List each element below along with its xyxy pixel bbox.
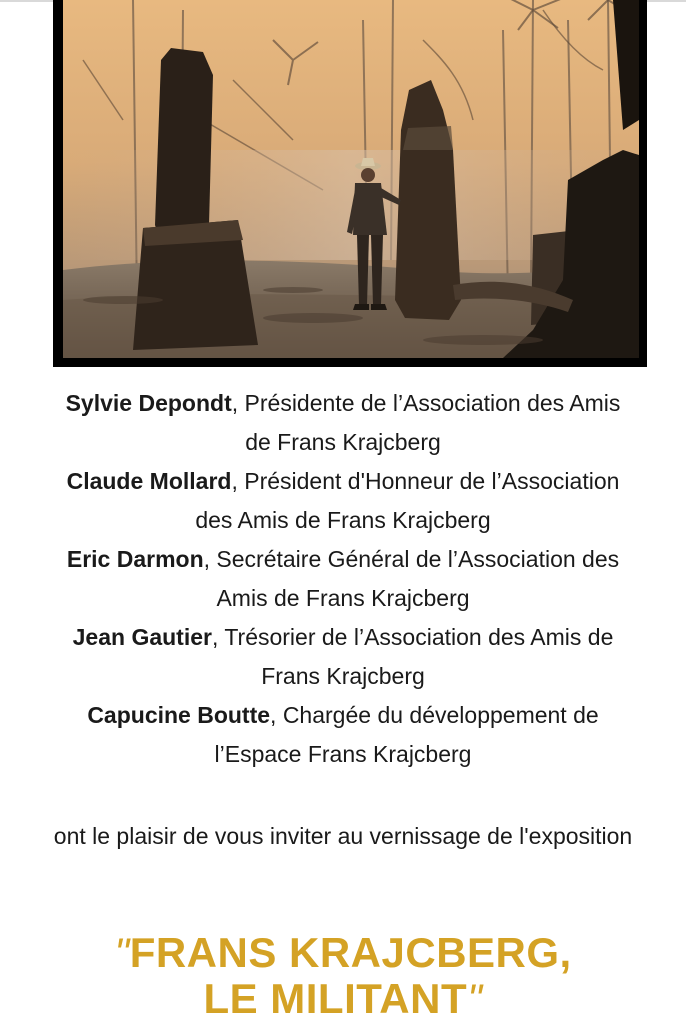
exhibition-title-line-2: [0, 976, 686, 1022]
hero-photo: [63, 0, 639, 358]
organizer-credits: [0, 384, 686, 774]
credit-entry: [63, 540, 623, 618]
invitation-text: [0, 816, 686, 857]
credit-name: Claude Mollard: [66, 468, 232, 494]
credit-role: , Trésorier de l’Association des Amis de Frans Krajcberg: [211, 624, 614, 689]
exhibition-title: [0, 930, 686, 1022]
credit-entry: [63, 618, 623, 696]
credit-role: , Secrétaire Général de l’Association des Amis de Frans Krajcberg: [203, 546, 620, 611]
hero-photo-frame: [53, 0, 647, 367]
exhibition-title-line-1: [0, 930, 686, 976]
credit-name: Capucine Boutte: [87, 702, 271, 728]
credit-entry: [63, 384, 623, 462]
credit-name: Sylvie Depondt: [65, 390, 232, 416]
credit-role: , Chargée du développement de l’Espace Frans Krajcberg: [214, 702, 599, 767]
credit-name: Jean Gautier: [72, 624, 212, 650]
exhibition-title-text-2: LE MILITANT: [203, 975, 468, 1022]
credit-role: , Président d'Honneur de l’Association des Amis de Frans Krajcberg: [195, 468, 620, 533]
credit-entry: [63, 696, 623, 774]
open-quote: ": [114, 929, 130, 976]
credit-entry: [63, 462, 623, 540]
exhibition-title-text-1: FRANS KRAJCBERG,: [129, 929, 572, 976]
credit-name: Eric Darmon: [66, 546, 204, 572]
invitation-sentence: ont le plaisir de vous inviter au vernissage de l'exposition: [53, 823, 633, 849]
credit-role: , Présidente de l’Association des Amis de Frans Krajcberg: [231, 390, 621, 455]
close-quote: ": [467, 975, 483, 1022]
